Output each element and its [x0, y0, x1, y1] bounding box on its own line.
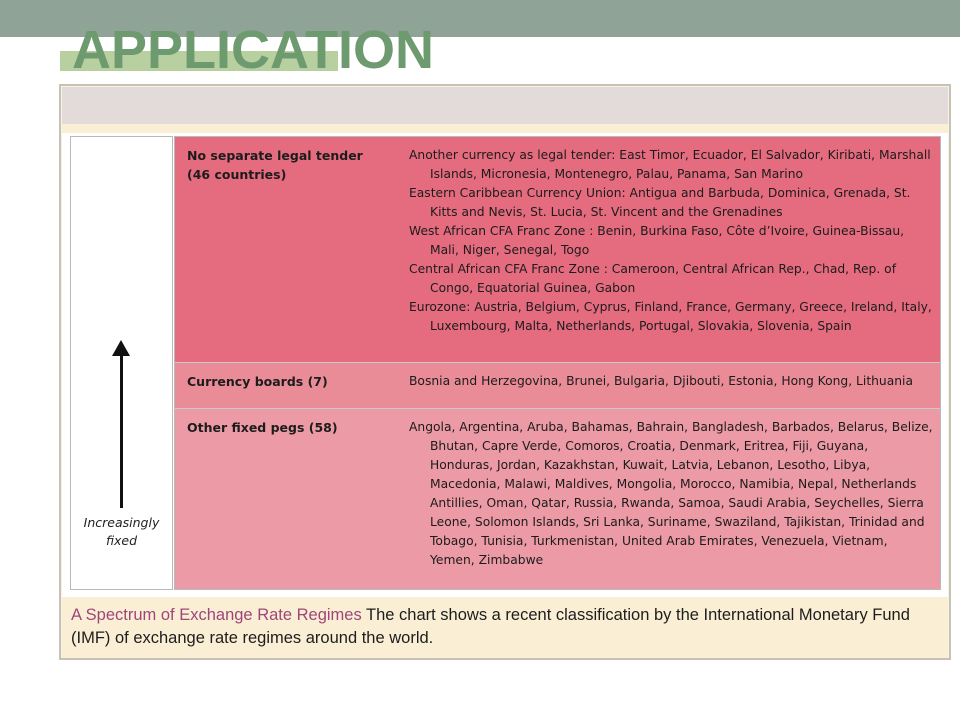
table-row-no-separate-legal-tender	[175, 137, 940, 363]
country-list	[409, 418, 934, 570]
category-label	[187, 418, 397, 437]
country-list	[409, 146, 934, 336]
list-item: Eurozone: Austria, Belgium, Cyprus, Finland, France, Germany, Greece, Ireland, Italy, Luxembourg, Malta, Netherlands, Portugal, Slovakia, Slovenia, Spain	[409, 300, 932, 333]
slide-title: APPLICATION	[72, 20, 434, 80]
caption-title: A Spectrum of Exchange Rate Regimes	[71, 606, 362, 624]
axis-label-line2: fixed	[105, 533, 138, 548]
category-label	[187, 372, 397, 391]
table-row-other-fixed-pegs	[175, 409, 940, 589]
country-list	[409, 372, 934, 391]
table-row-currency-boards	[175, 363, 940, 409]
regime-table	[174, 136, 941, 590]
axis-label	[70, 514, 173, 550]
caption-text: The chart shows a recent classification by the International Monetary Fund (IMF) of exchange rate regimes around the world.	[71, 606, 910, 647]
figure-header-band	[62, 87, 948, 124]
category-count: (46 countries)	[187, 167, 287, 182]
category-name: Currency boards (7)	[187, 374, 328, 389]
list-item: Another currency as legal tender: East Timor, Ecuador, El Salvador, Kiribati, Marshall Islands, Micronesia, Montenegro, Palau, Panama, San Marino	[409, 148, 931, 181]
category-label	[187, 146, 397, 184]
category-name: Other fixed pegs (58)	[187, 420, 338, 435]
axis-label-line1: Increasingly	[83, 515, 160, 530]
list-item: Bosnia and Herzegovina, Brunei, Bulgaria, Djibouti, Estonia, Hong Kong, Lithuania	[409, 374, 914, 388]
list-item: Angola, Argentina, Aruba, Bahamas, Bahrain, Bangladesh, Barbados, Belarus, Belize, Bhutan, Capre Verde, Comoros, Croatia, Denmark, Eritrea, Fiji, Guyana, Honduras, Jordan, Kazakhstan, Kuwait, Latvia, Lebanon, Lesotho, Libya, Macedonia, Malawi, Maldives, Mongolia, Morocco, Namibia, Nepal, Netherlands Antillies, Oman, Qatar, Russia, Rwanda, Samoa, Saudi Arabia, Seychelles, Sierra Leone, Solomon Islands, Sri Lanka, Suriname, Swaziland, Tajikistan, Trinidad and Tobago, Tunisia, Turkmenistan, United Arab Emirates, Venezuela, Vietnam, Yemen, Zimbabwe	[409, 420, 933, 567]
arrow-shaft	[120, 352, 123, 508]
figure-caption	[71, 604, 941, 650]
list-item: Central African CFA Franc Zone : Cameroon, Central African Rep., Chad, Rep. of Congo, Equatorial Guinea, Gabon	[409, 262, 897, 295]
category-name: No separate legal tender	[187, 148, 363, 163]
list-item: West African CFA Franc Zone : Benin, Burkina Faso, Côte d’Ivoire, Guinea-Bissau, Mali, Niger, Senegal, Togo	[409, 224, 905, 257]
list-item: Eastern Caribbean Currency Union: Antigua and Barbuda, Dominica, Grenada, St. Kitts and Nevis, St. Lucia, St. Vincent and the Grenadines	[409, 186, 911, 219]
figure-header-strip	[62, 124, 948, 133]
